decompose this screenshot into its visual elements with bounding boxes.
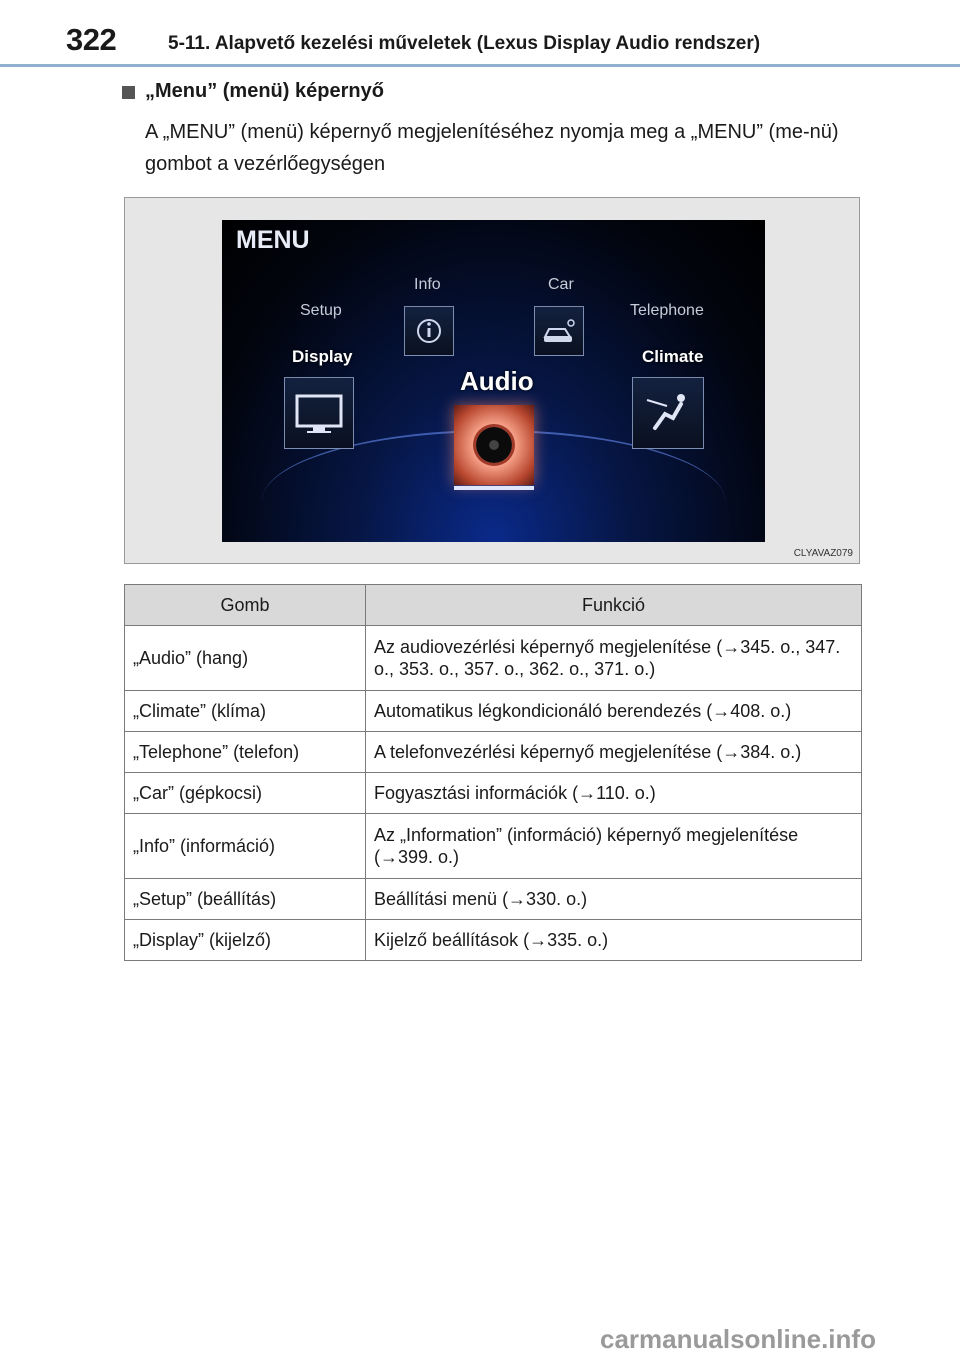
tile-car — [534, 306, 584, 356]
table-row — [125, 814, 862, 879]
tile-label-car: Car — [548, 276, 574, 293]
running-header: 5-11. Alapvető kezelési műveletek (Lexus Display Audio rendszer) — [168, 33, 761, 54]
climate-seat-icon — [633, 378, 703, 448]
table-cell-button: „Car” (gépkocsi) — [125, 773, 366, 814]
tile-label-telephone: Telephone — [630, 302, 704, 319]
table-header-function: Funkció — [366, 585, 862, 626]
display-monitor-icon — [285, 378, 353, 448]
figure-code: CLYAVAZ079 — [793, 548, 853, 559]
table-cell-button: „Info” (információ) — [125, 814, 366, 879]
info-icon — [405, 307, 453, 355]
tile-label-audio: Audio — [460, 366, 534, 396]
table-cell-button: „Climate” (klíma) — [125, 691, 366, 732]
table-row — [125, 626, 862, 691]
table-cell-button: „Display” (kijelző) — [125, 920, 366, 961]
page-number: 322 — [66, 22, 117, 57]
audio-selection-bar — [454, 486, 534, 490]
table-row — [125, 691, 862, 732]
table-row — [125, 920, 862, 961]
tile-label-display: Display — [292, 347, 353, 366]
table-cell-function: Beállítási menü (→330. o.) — [366, 879, 862, 920]
table-cell-function: A telefonvezérlési képernyő megjelenítése (→384. o.) — [366, 732, 862, 773]
square-bullet-icon — [122, 86, 135, 99]
tile-label-info: Info — [414, 276, 441, 293]
table-cell-function: Automatikus légkondicionáló berendezés (→408. o.) — [366, 691, 862, 732]
table-cell-button: „Setup” (beállítás) — [125, 879, 366, 920]
menu-screen-figure — [124, 197, 860, 564]
menu-screen — [222, 220, 765, 542]
table-row — [125, 879, 862, 920]
table-row — [125, 773, 862, 814]
table-row — [125, 732, 862, 773]
section-title: „Menu” (menü) képernyő — [145, 80, 384, 102]
intro-paragraph: A „MENU” (menü) képernyő megjelenítéséhez nyomja meg a „MENU” (me-nü) gombot a vezérlőegységen — [145, 121, 839, 175]
table-cell-button: „Telephone” (telefon) — [125, 732, 366, 773]
table-cell-function: Kijelző beállítások (→335. o.) — [366, 920, 862, 961]
tile-climate — [632, 377, 704, 449]
tile-label-setup: Setup — [300, 302, 342, 319]
tile-label-climate: Climate — [642, 347, 704, 366]
tile-audio — [454, 405, 534, 485]
header-divider — [0, 64, 960, 67]
audio-disc-icon — [476, 427, 512, 463]
car-icon — [535, 307, 583, 355]
table-cell-function: Az audiovezérlési képernyő megjelenítése (→345. o., 347. o., 353. o., 357. o., 362. o., 371. o.) — [366, 626, 862, 691]
table-cell-function: Az „Information” (információ) képernyő megjelenítése (→399. o.) — [366, 814, 862, 879]
table-header-button: Gomb — [125, 585, 366, 626]
tile-display — [284, 377, 354, 449]
tile-info — [404, 306, 454, 356]
screen-title: MENU — [236, 226, 310, 254]
watermark: carmanualsonline.info — [600, 1324, 876, 1354]
table-cell-button: „Audio” (hang) — [125, 626, 366, 691]
function-table — [124, 584, 862, 961]
table-cell-function: Fogyasztási információk (→110. o.) — [366, 773, 862, 814]
